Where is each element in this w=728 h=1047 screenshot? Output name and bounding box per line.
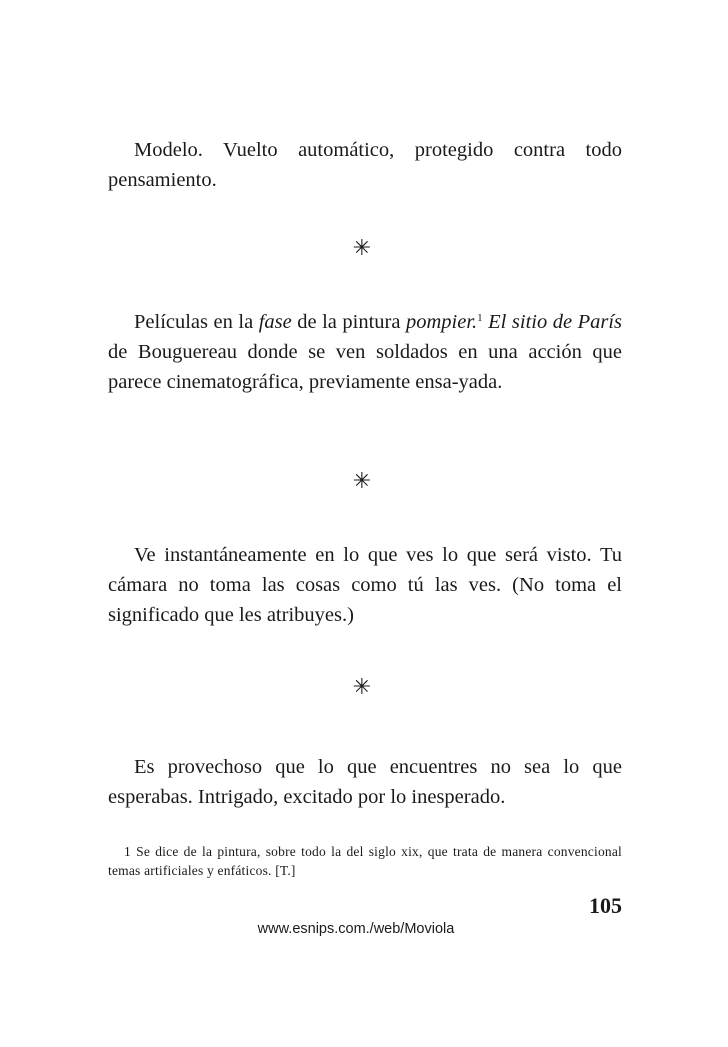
text-segment: pompier. xyxy=(405,311,478,333)
text-segment: fase xyxy=(258,311,292,333)
paragraph-2 xyxy=(108,307,622,397)
text-segment: El sitio de París xyxy=(482,311,622,333)
footnote xyxy=(108,842,622,880)
text-segment: de la pintura xyxy=(291,311,406,333)
text-segment: Películas en la xyxy=(134,311,259,333)
paragraph-3 xyxy=(108,540,622,630)
section-separator-3: ✳ xyxy=(352,675,372,700)
footnote-marker: 1 xyxy=(124,844,131,859)
footer-url: www.esnips.com./web/Moviola xyxy=(257,921,455,937)
section-separator-1: ✳ xyxy=(352,236,372,261)
footnote-reference: 1 xyxy=(477,312,483,324)
text-segment: de Bouguereau donde se ven soldados en una acción que parece cinematográfica, previamente ensa-yada. xyxy=(108,341,622,393)
page-number: 105 xyxy=(589,893,622,918)
text-segment: Modelo. Vuelto automático, protegido contra todo pensamiento. xyxy=(108,139,622,191)
paragraph-1 xyxy=(108,135,622,195)
paragraph-4 xyxy=(108,752,622,812)
text-segment: Es provechoso que lo que encuentres no sea lo que esperabas. Intrigado, excitado por lo inesperado. xyxy=(108,756,622,808)
section-separator-2: ✳ xyxy=(352,469,372,494)
footnote-text: Se dice de la pintura, sobre todo la del siglo xix, que trata de manera convencional temas artificiales y enfáticos. [T.] xyxy=(108,844,622,878)
text-segment: Ve instantáneamente en lo que ves lo que será visto. Tu cámara no toma las cosas como tú las ves. (No toma el significado que les atribuyes.) xyxy=(108,544,622,626)
